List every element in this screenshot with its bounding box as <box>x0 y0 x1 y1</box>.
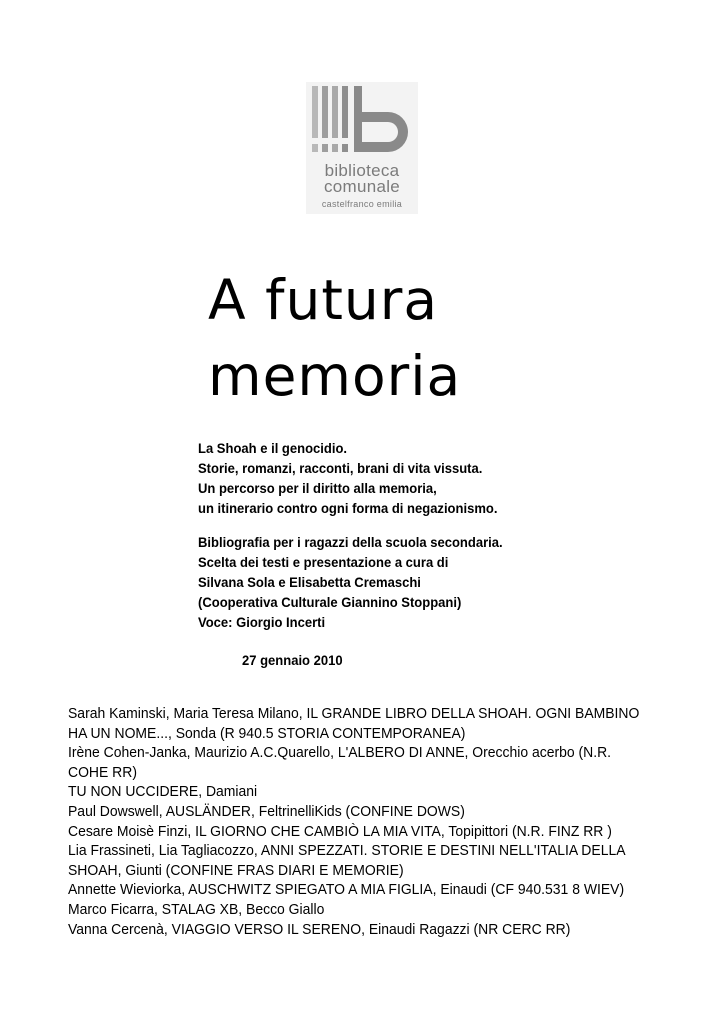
bibliography-line: Cesare Moisè Finzi, IL GIORNO CHE CAMBIÒ LA MIA VITA, Topipittori (N.R. FINZ RR ) <box>68 822 612 840</box>
bibliography-line: Lia Frassineti, Lia Tagliacozzo, ANNI SPEZZATI. STORIE E DESTINI NELL'ITALIA DELLA <box>68 842 626 860</box>
bibliography-line: Vanna Cercenà, VIAGGIO VERSO IL SERENO, Einaudi Ragazzi (NR CERC RR) <box>68 920 571 938</box>
credits-line: Silvana Sola e Elisabetta Cremaschi <box>198 574 421 590</box>
logo-line-biblioteca: biblioteca <box>324 161 400 180</box>
logo-line-town: castelfranco emilia <box>321 199 403 209</box>
intro-line: un itinerario contro ogni forma di negazionismo. <box>198 500 498 516</box>
bibliography-line: Sarah Kaminski, Maria Teresa Milano, IL GRANDE LIBRO DELLA SHOAH. OGNI BAMBINO <box>68 705 640 722</box>
intro-block <box>198 438 589 632</box>
bibliography-line: TU NON UCCIDERE, Damiani <box>68 783 258 801</box>
bibliography-line: Marco Ficarra, STALAG XB, Becco Giallo <box>68 900 325 918</box>
title-line-2: memoria <box>208 344 462 408</box>
intro-line: La Shoah e il genocidio. <box>198 440 348 456</box>
library-logo-mark <box>306 82 418 162</box>
intro-line: Storie, romanzi, racconti, brani di vita vissuta. <box>198 460 483 476</box>
bibliography-line: COHE RR) <box>68 763 137 781</box>
library-logo <box>306 82 418 214</box>
credits-line: (Cooperativa Culturale Giannino Stoppani) <box>198 594 462 610</box>
bibliography-list <box>68 704 640 939</box>
bibliography-line: HA UN NOME..., Sonda (R 940.5 STORIA CONTEMPORANEA) <box>68 724 466 742</box>
credits-line: Bibliografia per i ragazzi della scuola secondaria. <box>198 534 503 550</box>
bibliography-line: SHOAH, Giunti (CONFINE FRAS DIARI E MEMORIE) <box>68 861 404 879</box>
title-line-1: A futura <box>208 268 439 332</box>
paragraph-gap <box>198 518 589 532</box>
event-date: 27 gennaio 2010 <box>242 652 343 668</box>
credits-line: Voce: Giorgio Incerti <box>198 614 326 630</box>
intro-line: Un percorso per il diritto alla memoria, <box>198 480 437 496</box>
page-title <box>208 262 461 414</box>
bibliography-line: Irène Cohen-Janka, Maurizio A.C.Quarello, L'ALBERO DI ANNE, Orecchio acerbo (N.R. <box>68 744 612 762</box>
logo-line-comunale: comunale <box>323 177 401 196</box>
bibliography-line: Paul Dowswell, AUSLÄNDER, FeltrinelliKids (CONFINE DOWS) <box>68 802 465 820</box>
credits-line: Scelta dei testi e presentazione a cura di <box>198 554 449 570</box>
bibliography-line: Annette Wieviorka, AUSCHWITZ SPIEGATO A MIA FIGLIA, Einaudi (CF 940.531 8 WIEV) <box>68 881 625 899</box>
